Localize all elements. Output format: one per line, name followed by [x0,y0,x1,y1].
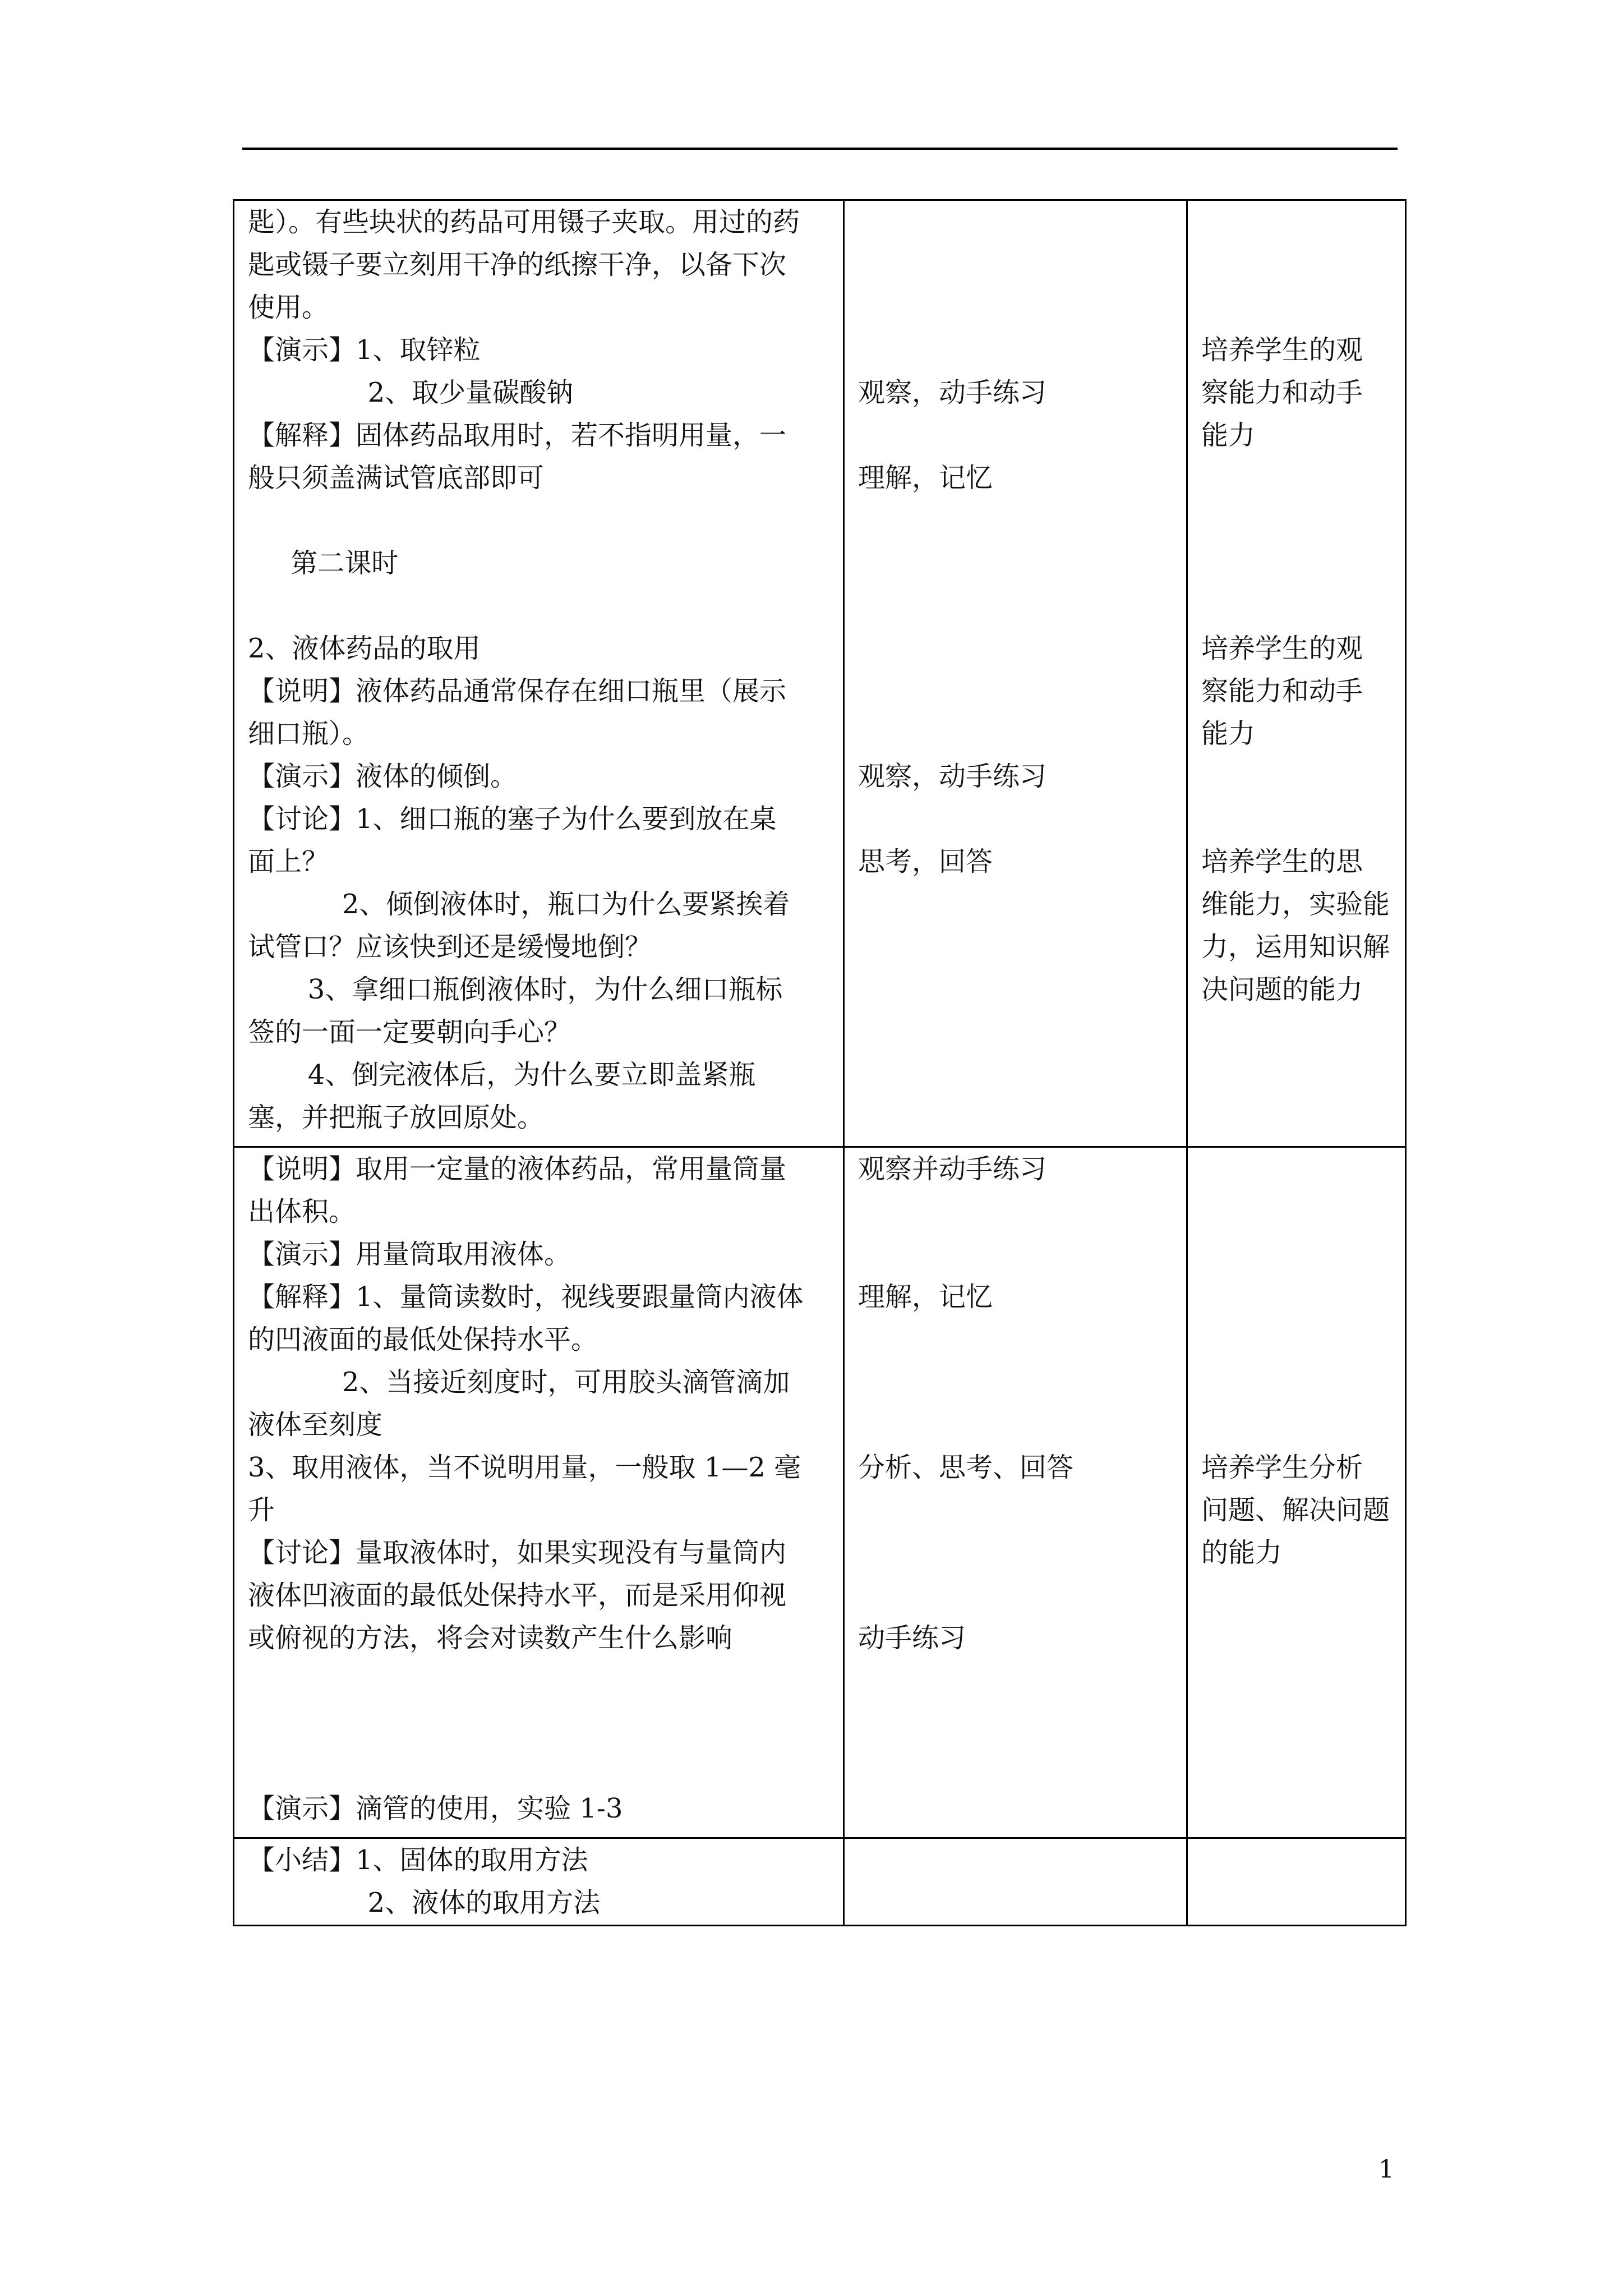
text-line: 问题、解决问题 [1201,1494,1390,1526]
text-line [858,243,1175,286]
text-line: 观察，动手练习 [858,761,1047,792]
text-line [248,499,832,542]
text-line: 的能力 [1201,1537,1283,1568]
text-line: 【解释】固体药品取用时，若不指明用量，一 [248,420,787,451]
page-number: 1 [1378,2155,1394,2184]
teacher-activity-lines [248,1839,832,1924]
text-line: 面上？ [248,846,329,877]
teacher-activity-cell [234,200,844,1147]
design-intent-lines [1201,201,1394,1011]
text-line [1201,499,1394,542]
text-line [1201,1318,1394,1361]
text-line: 的凹液面的最低处保持水平。 [248,1324,598,1355]
text-line [858,1361,1175,1404]
text-line: 【演示】1、取锌粒 [248,334,481,366]
text-line [858,798,1175,840]
text-line: 决问题的能力 [1201,974,1363,1005]
header-rule [242,148,1398,150]
text-line: 4、倒完液体后，为什么要立即盖紧瓶 [248,1059,756,1091]
text-line: 理解，记忆 [858,462,993,494]
text-line: 【解释】1、量筒读数时，视线要跟量筒内液体 [248,1281,804,1313]
text-line: 【说明】取用一定量的液体药品，常用量筒量 [248,1153,787,1185]
text-line: 【演示】滴管的使用，实验 1-3 [248,1793,623,1824]
student-activity-lines [858,1148,1175,1659]
text-line: 察能力和动手 [1201,675,1363,707]
design-intent-cell [1187,1147,1406,1838]
text-line [1201,243,1394,286]
text-line: 或俯视的方法，将会对读数产生什么影响 [248,1622,733,1654]
text-line: 能力 [1201,718,1256,749]
text-line [858,670,1175,712]
teacher-activity-cell [234,1147,844,1838]
text-line [858,201,1175,243]
text-line [1201,1148,1394,1190]
text-line [858,1190,1175,1233]
text-line [1201,1361,1394,1404]
text-line [1201,1190,1394,1233]
text-line: 2、取少量碳酸钠 [248,377,574,408]
teacher-activity-lines [248,201,832,1139]
text-line: 3、拿细口瓶倒液体时，为什么细口瓶标 [248,974,783,1005]
text-line [858,542,1175,585]
text-line [1201,286,1394,329]
text-line: 观察并动手练习 [858,1153,1047,1185]
student-activity-cell [844,1838,1187,1926]
text-line [1201,585,1394,627]
design-intent-cell [1187,200,1406,1147]
text-line: 【小结】1、固体的取用方法 [248,1844,588,1876]
text-line: 观察，动手练习 [858,377,1047,408]
text-line: 思考，回答 [858,846,993,877]
text-line [1201,798,1394,840]
text-line [248,1745,832,1787]
text-line: 察能力和动手 [1201,377,1363,408]
text-line: 般只须盖满试管底部即可 [248,462,545,494]
text-line: 3、取用液体，当不说明用量，一般取 1—2 毫 [248,1452,801,1483]
text-line [858,627,1175,670]
teacher-activity-lines [248,1148,832,1830]
design-intent-lines [1201,1148,1394,1574]
text-line: 塞，并把瓶子放回原处。 [248,1102,545,1133]
text-line: 2、倾倒液体时，瓶口为什么要紧挨着 [248,889,790,920]
text-line [1201,201,1394,243]
text-line: 能力 [1201,420,1256,451]
student-activity-cell [844,1147,1187,1838]
text-line [858,1318,1175,1361]
text-line [248,1659,832,1702]
table-row [234,1147,1406,1838]
student-activity-lines [858,201,1175,883]
text-line: 动手练习 [858,1622,966,1654]
text-line: 培养学生的思 [1201,846,1363,877]
text-line [1201,542,1394,585]
text-line: 理解，记忆 [858,1281,993,1313]
text-line: 【讨论】1、细口瓶的塞子为什么要到放在桌 [248,803,777,835]
text-line: 匙）。有些块状的药品可用镊子夹取。用过的药 [248,206,800,238]
text-line [858,1574,1175,1617]
text-line [858,1404,1175,1446]
text-line [1201,1404,1394,1446]
teacher-activity-cell [234,1838,844,1926]
text-line: 匙或镊子要立刻用干净的纸擦干净，以备下次 [248,249,787,280]
student-activity-cell [844,200,1187,1147]
lesson-plan-table [233,199,1407,1926]
text-line: 【说明】液体药品通常保存在细口瓶里（展示 [248,675,787,707]
text-line [1201,755,1394,798]
text-line: 培养学生的观 [1201,633,1363,664]
text-line [1201,1233,1394,1276]
text-line: 第二课时 [248,547,399,579]
text-line: 升 [248,1494,275,1526]
text-line: 培养学生分析 [1201,1452,1363,1483]
text-line: 签的一面一定要朝向手心？ [248,1016,571,1048]
text-line [858,414,1175,457]
text-line: 2、液体药品的取用 [248,633,481,664]
text-line [858,1489,1175,1531]
text-line [858,1233,1175,1276]
text-line [858,585,1175,627]
text-line [858,286,1175,329]
text-line [1201,457,1394,499]
text-line: 2、当接近刻度时，可用胶头滴管滴加 [248,1366,790,1398]
text-line: 试管口？应该快到还是缓慢地倒？ [248,931,652,963]
text-line [1201,1276,1394,1318]
text-line: 2、液体的取用方法 [248,1887,601,1918]
text-line: 液体至刻度 [248,1409,383,1441]
text-line: 分析、思考、回答 [858,1452,1074,1483]
text-line [248,585,832,627]
text-line: 液体凹液面的最低处保持水平，而是采用仰视 [248,1580,787,1611]
text-line: 使用。 [248,292,329,323]
text-line: 细口瓶）。 [248,718,370,749]
text-line: 【演示】用量筒取用液体。 [248,1239,571,1270]
text-line: 培养学生的观 [1201,334,1363,366]
text-line [858,499,1175,542]
text-line: 力，运用知识解 [1201,931,1390,963]
text-line [858,329,1175,371]
text-line: 出体积。 [248,1196,356,1227]
design-intent-cell [1187,1838,1406,1926]
text-line [858,712,1175,755]
text-line [248,1702,832,1745]
text-line: 【讨论】量取液体时，如果实现没有与量筒内 [248,1537,787,1568]
table-row [234,1838,1406,1926]
text-line: 【演示】液体的倾倒。 [248,761,518,792]
text-line [858,1531,1175,1574]
text-line: 维能力，实验能 [1201,889,1390,920]
table-row [234,200,1406,1147]
